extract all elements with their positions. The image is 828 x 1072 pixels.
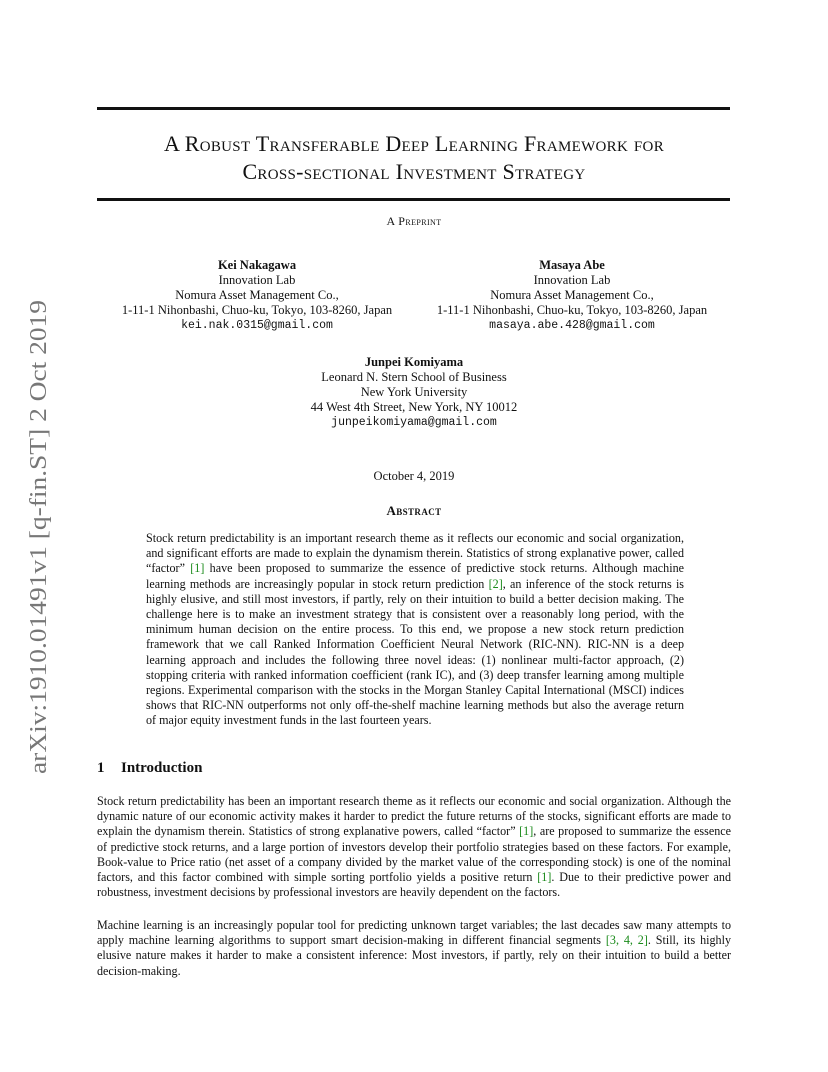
paragraph-text: , are proposed to summarize the essence of predictive stock returns, and a large portion of investors develop their portfolio strategies based on these factors. For example, Book-value to Price ratio (net asset of a company divided by the market value of the corresponding stock) is one of the nominal factors, and this factor combined with simple sorting portfolio yields a positive return <box>97 824 731 885</box>
author-address: 1-11-1 Nihonbashi, Chuo-ku, Tokyo, 103-8260, Japan <box>436 303 708 317</box>
abstract-text: Stock return predictability is an important research theme as it reflects our economic and social organization, and significant efforts are made to explain the dynamism therein. Statistics of strong explanative power, called “factor” <box>146 531 684 576</box>
author-block-3 <box>254 355 574 430</box>
author-address: 44 West 4th Street, New York, NY 10012 <box>310 400 518 414</box>
author-affiliation: Innovation Lab <box>218 273 296 287</box>
title-line-2: Cross-sectional Investment Strategy <box>242 159 586 184</box>
abstract-body <box>146 531 684 729</box>
paragraph-text: . Due to their predictive power and robustness, investment decisions by professional investors are heavily dependent on the factors. <box>97 870 731 900</box>
author-name: Kei Nakagawa <box>217 258 297 272</box>
section-heading-introduction <box>97 760 202 777</box>
title-bottom-rule <box>97 198 730 201</box>
citation-link[interactable]: [1] <box>519 824 534 839</box>
author-name: Masaya Abe <box>539 258 605 272</box>
paper-title <box>60 130 768 186</box>
arxiv-side-stamp <box>16 298 56 776</box>
citation-link[interactable]: [2] <box>488 576 503 591</box>
paragraph-text: Machine learning is an increasingly popular tool for predicting unknown target variables; the last decades saw many attempts to apply machine learning algorithms to support smart decision-making in different financial segments <box>97 918 731 948</box>
paragraph-text: Stock return predictability has been an important research theme as it reflects our economic and social organization. Although the dynamic nature of our economic activity makes it harder to predict the future returns of the stocks, significant efforts are made to explain the dynamism therein. Statistics of strong explanative powers, called “factor” <box>97 794 731 839</box>
author-affiliation: Leonard N. Stern School of Business <box>321 370 507 384</box>
section-title: Introduction <box>121 760 203 776</box>
title-line-1: A Robust Transferable Deep Learning Framework for <box>163 131 664 156</box>
intro-paragraph-1 <box>97 794 731 900</box>
author-address: 1-11-1 Nihonbashi, Chuo-ku, Tokyo, 103-8260, Japan <box>121 303 393 317</box>
citation-link[interactable]: [1] <box>537 870 552 885</box>
author-email[interactable]: junpeikomiyama@gmail.com <box>331 416 497 429</box>
author-name: Junpei Komiyama <box>364 355 464 369</box>
preprint-label: A Preprint <box>386 214 442 228</box>
intro-paragraph-2 <box>97 918 731 979</box>
author-affiliation: New York University <box>360 385 468 399</box>
section-number: 1 <box>97 760 105 776</box>
paragraph-text: . Still, its highly elusive nature makes it harder to make a consistent inference: Most investors, if partly, rely on their intuition to build a better decision-making. <box>97 933 732 978</box>
author-email[interactable]: masaya.abe.428@gmail.com <box>489 319 655 332</box>
publication-date: October 4, 2019 <box>373 469 455 483</box>
arxiv-identifier: arXiv:1910.01491v1 [q-fin.ST] 2 Oct 2019 <box>25 350 52 774</box>
citation-link[interactable]: [1] <box>190 561 205 576</box>
citation-link[interactable]: [3, 4, 2] <box>605 933 648 948</box>
author-affiliation: Nomura Asset Management Co., <box>490 288 654 302</box>
author-block-1 <box>97 258 417 333</box>
abstract-heading: Abstract <box>386 503 442 518</box>
author-affiliation: Innovation Lab <box>533 273 611 287</box>
title-top-rule <box>97 107 730 110</box>
abstract-text: , an inference of the stock returns is highly elusive, and still most investors, if partly, rely on their intuition to build a better decision making. The challenge here is to make an investment strategy that is consistent over a reasonably long period, with the minimum human decision on the entire process. To this end, we propose a new stock return prediction framework that we call Ranked Information Coefficient Neural Network (RIC-NN). RIC-NN is a deep learning approach and includes the following three novel ideas: (1) nonlinear multi-factor approach, (2) stopping criteria with ranked information coefficient (rank IC), and (3) deep transfer learning among multiple regions. Experimental comparison with the stocks in the Morgan Stanley Capital International (MSCI) indices shows that RIC-NN outperforms not only off-the-shelf machine learning methods but also the average return of major equity investment funds in the last fourteen years. <box>146 576 685 728</box>
author-block-2 <box>412 258 732 333</box>
author-affiliation: Nomura Asset Management Co., <box>175 288 339 302</box>
author-email[interactable]: kei.nak.0315@gmail.com <box>181 319 333 332</box>
abstract-text: have been proposed to summarize the essence of predictive stock returns. Although machine learning methods are increasingly popular in stock return prediction <box>146 561 685 591</box>
